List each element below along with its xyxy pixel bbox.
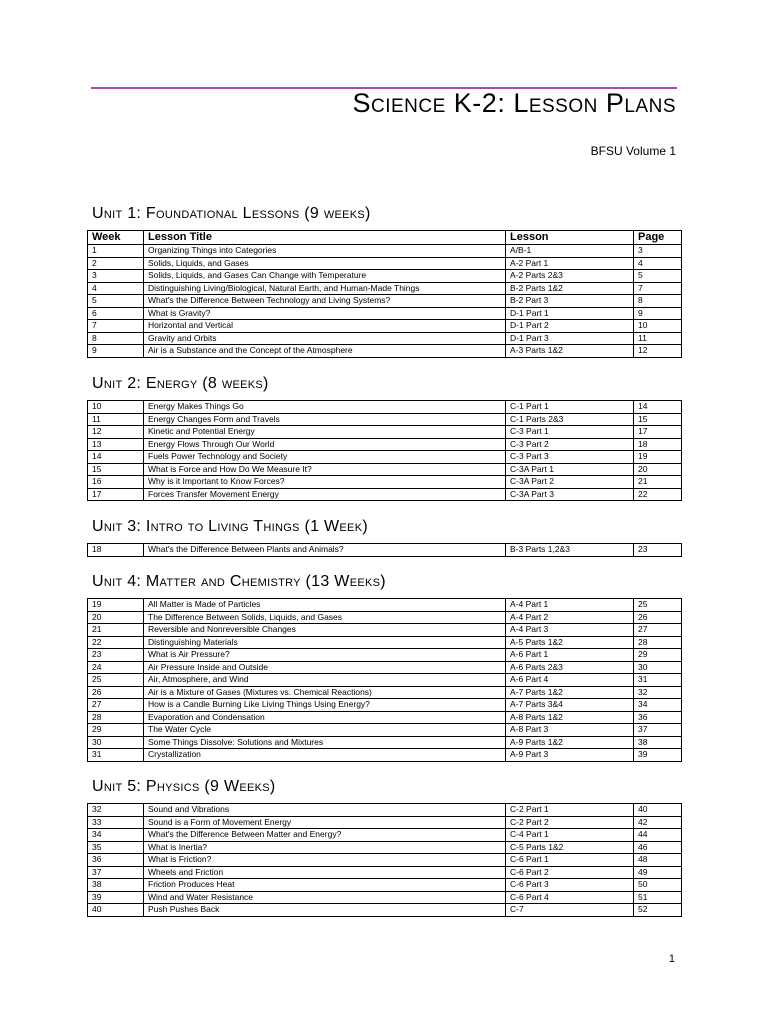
table-row — [88, 854, 682, 867]
lesson-code-cell: C-6 Part 1 — [506, 854, 634, 867]
table-row — [88, 674, 682, 687]
lesson-code-cell: D-1 Part 3 — [506, 332, 634, 345]
lesson-code-cell: C-4 Part 1 — [506, 829, 634, 842]
lesson-title-cell: Reversible and Nonreversible Changes — [144, 624, 506, 637]
page-cell: 26 — [634, 611, 682, 624]
lesson-title-cell: Wind and Water Resistance — [144, 891, 506, 904]
page-cell: 19 — [634, 451, 682, 464]
page-cell: 3 — [634, 245, 682, 258]
lesson-code-cell: A-4 Part 3 — [506, 624, 634, 637]
lesson-title-cell: Organizing Things into Categories — [144, 245, 506, 258]
unit-section — [87, 374, 681, 501]
page-cell: 20 — [634, 463, 682, 476]
page-cell: 17 — [634, 426, 682, 439]
lesson-title-cell: The Difference Between Solids, Liquids, and Gases — [144, 611, 506, 624]
lesson-code-cell: C-6 Part 2 — [506, 866, 634, 879]
lesson-code-cell: C-3A Part 1 — [506, 463, 634, 476]
lesson-title-cell: Fuels Power Technology and Society — [144, 451, 506, 464]
lesson-code-cell: A-2 Parts 2&3 — [506, 270, 634, 283]
lesson-column-header: Lesson — [506, 231, 634, 245]
page-cell: 50 — [634, 879, 682, 892]
lesson-title-cell: Air is a Mixture of Gases (Mixtures vs. Chemical Reactions) — [144, 686, 506, 699]
lesson-code-cell: C-3 Part 2 — [506, 438, 634, 451]
table-row — [88, 476, 682, 489]
week-cell: 32 — [88, 804, 144, 817]
unit-section — [87, 517, 681, 557]
week-cell: 21 — [88, 624, 144, 637]
lesson-title-cell: Some Things Dissolve: Solutions and Mixtures — [144, 736, 506, 749]
week-cell: 12 — [88, 426, 144, 439]
lesson-code-cell: C-1 Parts 2&3 — [506, 413, 634, 426]
lesson-title-cell: Why is it Important to Know Forces? — [144, 476, 506, 489]
week-cell: 36 — [88, 854, 144, 867]
page-cell: 40 — [634, 804, 682, 817]
lesson-code-cell: A-2 Part 1 — [506, 257, 634, 270]
unit-heading: Unit 5: Physics (9 Weeks) — [92, 778, 276, 795]
lesson-title-cell: Horizontal and Vertical — [144, 320, 506, 333]
table-row — [88, 599, 682, 612]
lesson-title-cell: Air, Atmosphere, and Wind — [144, 674, 506, 687]
table-row — [88, 611, 682, 624]
lesson-title-cell: Wheels and Friction — [144, 866, 506, 879]
week-cell: 9 — [88, 345, 144, 358]
table-row — [88, 295, 682, 308]
week-cell: 39 — [88, 891, 144, 904]
lesson-code-cell: A-4 Part 1 — [506, 599, 634, 612]
lesson-code-cell: A-6 Parts 2&3 — [506, 661, 634, 674]
page-cell: 4 — [634, 257, 682, 270]
page-number: 1 — [668, 953, 675, 965]
lesson-code-cell: A-9 Part 3 — [506, 749, 634, 762]
table-row — [88, 245, 682, 258]
page-cell: 49 — [634, 866, 682, 879]
lesson-title-cell: Evaporation and Condensation — [144, 711, 506, 724]
lesson-title-cell: What is Friction? — [144, 854, 506, 867]
lesson-code-cell: D-1 Part 2 — [506, 320, 634, 333]
week-cell: 19 — [88, 599, 144, 612]
page-cell: 39 — [634, 749, 682, 762]
unit-heading: Unit 4: Matter and Chemistry (13 Weeks) — [92, 573, 386, 590]
lesson-title-cell: Energy Makes Things Go — [144, 401, 506, 414]
week-cell: 10 — [88, 401, 144, 414]
lesson-title-cell: Solids, Liquids, and Gases — [144, 257, 506, 270]
page-cell: 46 — [634, 841, 682, 854]
page-cell: 25 — [634, 599, 682, 612]
unit-section — [87, 777, 681, 917]
week-cell: 14 — [88, 451, 144, 464]
week-cell: 15 — [88, 463, 144, 476]
lesson-table — [87, 543, 682, 557]
lesson-code-cell: C-2 Part 2 — [506, 816, 634, 829]
lesson-title-cell: Solids, Liquids, and Gases Can Change with Temperature — [144, 270, 506, 283]
week-cell: 31 — [88, 749, 144, 762]
table-row — [88, 544, 682, 557]
lesson-title-cell: Friction Produces Heat — [144, 879, 506, 892]
lesson-table — [87, 598, 682, 762]
table-row — [88, 413, 682, 426]
table-row — [88, 724, 682, 737]
week-cell: 29 — [88, 724, 144, 737]
week-cell: 35 — [88, 841, 144, 854]
week-cell: 30 — [88, 736, 144, 749]
lesson-code-cell: A-8 Part 3 — [506, 724, 634, 737]
table-row — [88, 282, 682, 295]
lesson-title-cell: Push Pushes Back — [144, 904, 506, 917]
lesson-code-cell: C-1 Part 1 — [506, 401, 634, 414]
table-row — [88, 749, 682, 762]
table-row — [88, 307, 682, 320]
page-cell: 5 — [634, 270, 682, 283]
lesson-code-cell: C-7 — [506, 904, 634, 917]
page-cell: 15 — [634, 413, 682, 426]
lesson-code-cell: A-8 Parts 1&2 — [506, 711, 634, 724]
lesson-code-cell: D-1 Part 1 — [506, 307, 634, 320]
week-cell: 16 — [88, 476, 144, 489]
lesson-title-cell: The Water Cycle — [144, 724, 506, 737]
lesson-title-cell: What's the Difference Between Matter and Energy? — [144, 829, 506, 842]
table-row — [88, 649, 682, 662]
page-cell: 9 — [634, 307, 682, 320]
lesson-code-cell: A-7 Parts 3&4 — [506, 699, 634, 712]
week-cell: 11 — [88, 413, 144, 426]
page-cell: 28 — [634, 636, 682, 649]
table-row — [88, 841, 682, 854]
unit-heading: Unit 3: Intro to Living Things (1 Week) — [92, 518, 368, 535]
page-cell: 42 — [634, 816, 682, 829]
table-row — [88, 270, 682, 283]
page-cell: 23 — [634, 544, 682, 557]
table-row — [88, 829, 682, 842]
week-cell: 1 — [88, 245, 144, 258]
table-row — [88, 451, 682, 464]
week-cell: 5 — [88, 295, 144, 308]
lesson-code-cell: A-4 Part 2 — [506, 611, 634, 624]
page-cell: 36 — [634, 711, 682, 724]
lesson-table — [87, 803, 682, 917]
unit-heading: Unit 1: Foundational Lessons (9 weeks) — [92, 205, 371, 222]
table-row — [88, 879, 682, 892]
lesson-code-cell: A/B-1 — [506, 245, 634, 258]
lesson-title-cell: How is a Candle Burning Like Living Things Using Energy? — [144, 699, 506, 712]
week-column-header: Week — [88, 231, 144, 245]
lesson-title-cell: Crystallization — [144, 749, 506, 762]
lesson-title-cell: Distinguishing Living/Biological, Natural Earth, and Human-Made Things — [144, 282, 506, 295]
document-title: Science K-2: Lesson Plans — [352, 88, 676, 118]
lesson-title-column-header: Lesson Title — [144, 231, 506, 245]
table-row — [88, 488, 682, 501]
lesson-code-cell: B-2 Parts 1&2 — [506, 282, 634, 295]
page-cell: 48 — [634, 854, 682, 867]
lesson-title-cell: What is Air Pressure? — [144, 649, 506, 662]
page-column-header: Page — [634, 231, 682, 245]
page-cell: 51 — [634, 891, 682, 904]
lesson-code-cell: C-3A Part 2 — [506, 476, 634, 489]
table-row — [88, 686, 682, 699]
lesson-title-cell: Air Pressure Inside and Outside — [144, 661, 506, 674]
page-cell: 12 — [634, 345, 682, 358]
week-cell: 28 — [88, 711, 144, 724]
week-cell: 17 — [88, 488, 144, 501]
lesson-code-cell: C-5 Parts 1&2 — [506, 841, 634, 854]
table-row — [88, 636, 682, 649]
lesson-code-cell: B-3 Parts 1,2&3 — [506, 544, 634, 557]
week-cell: 33 — [88, 816, 144, 829]
table-row — [88, 736, 682, 749]
page-cell: 21 — [634, 476, 682, 489]
lesson-code-cell: A-5 Parts 1&2 — [506, 636, 634, 649]
table-row — [88, 804, 682, 817]
week-cell: 26 — [88, 686, 144, 699]
week-cell: 18 — [88, 544, 144, 557]
lesson-title-cell: What's the Difference Between Plants and Animals? — [144, 544, 506, 557]
table-row — [88, 401, 682, 414]
week-cell: 25 — [88, 674, 144, 687]
page-cell: 37 — [634, 724, 682, 737]
lesson-title-cell: Energy Flows Through Our World — [144, 438, 506, 451]
page-cell: 11 — [634, 332, 682, 345]
week-cell: 40 — [88, 904, 144, 917]
page-cell: 32 — [634, 686, 682, 699]
week-cell: 20 — [88, 611, 144, 624]
table-row — [88, 320, 682, 333]
table-row — [88, 891, 682, 904]
table-row — [88, 345, 682, 358]
page-cell: 34 — [634, 699, 682, 712]
table-header-row — [88, 231, 682, 245]
lesson-table — [87, 400, 682, 501]
unit-heading: Unit 2: Energy (8 weeks) — [92, 375, 269, 392]
week-cell: 37 — [88, 866, 144, 879]
lesson-title-cell: Sound is a Form of Movement Energy — [144, 816, 506, 829]
week-cell: 27 — [88, 699, 144, 712]
week-cell: 8 — [88, 332, 144, 345]
lesson-title-cell: All Matter is Made of Particles — [144, 599, 506, 612]
page-cell: 52 — [634, 904, 682, 917]
lesson-title-cell: Air is a Substance and the Concept of the Atmosphere — [144, 345, 506, 358]
table-row — [88, 438, 682, 451]
lesson-code-cell: A-3 Parts 1&2 — [506, 345, 634, 358]
week-cell: 38 — [88, 879, 144, 892]
lesson-title-cell: What is Force and How Do We Measure It? — [144, 463, 506, 476]
lesson-code-cell: A-9 Parts 1&2 — [506, 736, 634, 749]
table-row — [88, 711, 682, 724]
page-cell: 27 — [634, 624, 682, 637]
table-row — [88, 332, 682, 345]
lesson-title-cell: Distinguishing Materials — [144, 636, 506, 649]
lesson-code-cell: C-6 Part 4 — [506, 891, 634, 904]
lesson-title-cell: What is Inertia? — [144, 841, 506, 854]
table-row — [88, 426, 682, 439]
lesson-code-cell: A-7 Parts 1&2 — [506, 686, 634, 699]
lesson-title-cell: Energy Changes Form and Travels — [144, 413, 506, 426]
week-cell: 23 — [88, 649, 144, 662]
lesson-code-cell: C-3A Part 3 — [506, 488, 634, 501]
page-cell: 8 — [634, 295, 682, 308]
table-row — [88, 816, 682, 829]
lesson-title-cell: Gravity and Orbits — [144, 332, 506, 345]
week-cell: 4 — [88, 282, 144, 295]
page-cell: 10 — [634, 320, 682, 333]
week-cell: 3 — [88, 270, 144, 283]
page-cell: 29 — [634, 649, 682, 662]
lesson-code-cell: C-2 Part 1 — [506, 804, 634, 817]
table-row — [88, 624, 682, 637]
lesson-code-cell: C-3 Part 3 — [506, 451, 634, 464]
lesson-title-cell: Kinetic and Potential Energy — [144, 426, 506, 439]
week-cell: 24 — [88, 661, 144, 674]
unit-section — [87, 204, 681, 358]
lesson-title-cell: Forces Transfer Movement Energy — [144, 488, 506, 501]
unit-section — [87, 572, 681, 762]
week-cell: 2 — [88, 257, 144, 270]
lesson-code-cell: C-6 Part 3 — [506, 879, 634, 892]
week-cell: 34 — [88, 829, 144, 842]
lesson-title-cell: What's the Difference Between Technology and Living Systems? — [144, 295, 506, 308]
week-cell: 13 — [88, 438, 144, 451]
week-cell: 22 — [88, 636, 144, 649]
document-subtitle: BFSU Volume 1 — [590, 144, 676, 158]
page-cell: 22 — [634, 488, 682, 501]
lesson-code-cell: C-3 Part 1 — [506, 426, 634, 439]
table-row — [88, 257, 682, 270]
page-cell: 14 — [634, 401, 682, 414]
lesson-code-cell: A-6 Part 4 — [506, 674, 634, 687]
page-cell: 7 — [634, 282, 682, 295]
page-cell: 44 — [634, 829, 682, 842]
table-row — [88, 866, 682, 879]
lesson-table — [87, 230, 682, 358]
table-row — [88, 699, 682, 712]
lesson-code-cell: B-2 Part 3 — [506, 295, 634, 308]
page-cell: 30 — [634, 661, 682, 674]
lesson-title-cell: Sound and Vibrations — [144, 804, 506, 817]
table-row — [88, 904, 682, 917]
week-cell: 7 — [88, 320, 144, 333]
table-row — [88, 463, 682, 476]
lesson-title-cell: What is Gravity? — [144, 307, 506, 320]
page-cell: 31 — [634, 674, 682, 687]
page-cell: 38 — [634, 736, 682, 749]
table-row — [88, 661, 682, 674]
week-cell: 6 — [88, 307, 144, 320]
page-cell: 18 — [634, 438, 682, 451]
lesson-code-cell: A-6 Part 1 — [506, 649, 634, 662]
